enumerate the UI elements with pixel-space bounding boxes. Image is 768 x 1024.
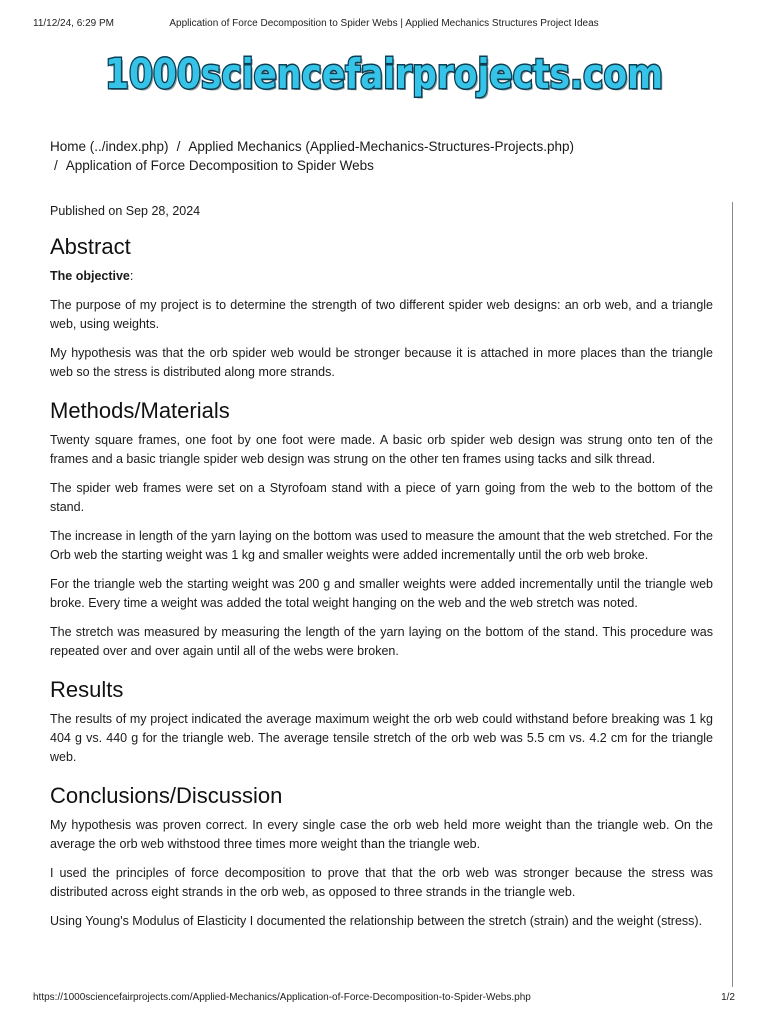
methods-heading: Methods/Materials (50, 398, 230, 423)
print-url: https://1000sciencefairprojects.com/Applied-Mechanics/Application-of-Force-Decomposition-to-Spider-Webs.php (33, 992, 531, 1003)
content-divider (732, 202, 733, 987)
breadcrumb-home-link[interactable]: Home (../index.php) (50, 139, 169, 154)
published-date: Published on Sep 28, 2024 (50, 204, 201, 218)
conclusions-paragraph: My hypothesis was proven correct. In every single case the orb web held more weight than the triangle web. On the average the orb web withstood three times more weight than the triangle web. (50, 818, 713, 851)
print-footer (33, 992, 735, 1006)
breadcrumb-current: Application of Force Decomposition to Spider Webs (65, 158, 374, 173)
print-page-title: Application of Force Decomposition to Spider Webs | Applied Mechanics Structures Project Ideas (169, 18, 599, 29)
results-section (50, 676, 713, 767)
methods-paragraph: The spider web frames were set on a Styrofoam stand with a piece of yarn going from the web to the bottom of the stand. (50, 481, 713, 514)
breadcrumb (50, 137, 610, 175)
print-timestamp: 11/12/24, 6:29 PM (33, 18, 114, 29)
page-number: 1/2 (721, 992, 735, 1003)
objective-suffix: : (129, 269, 134, 283)
abstract-paragraph: The purpose of my project is to determine the strength of two different spider web designs: an orb web, and a triangle web, using weights. (50, 298, 713, 331)
methods-paragraph: For the triangle web the starting weight was 200 g and smaller weights were added incrementally until the triangle web broke. Every time a weight was added the total weight hanging on the web and the web stretch was noted. (50, 577, 713, 610)
svg-text:1000sciencefairprojects.com: 1000sciencefairprojects.com (105, 50, 663, 98)
site-logo-graphic (94, 42, 674, 108)
conclusions-section (50, 782, 713, 931)
methods-section (50, 397, 713, 661)
svg-text:1000sciencefairprojects.com: 1000sciencefairprojects.com (107, 52, 665, 100)
results-heading: Results (50, 677, 124, 702)
objective-line (50, 267, 713, 286)
print-header (33, 18, 735, 32)
breadcrumb-separator: / (176, 139, 181, 154)
breadcrumb-category-link[interactable]: Applied Mechanics (Applied-Mechanics-Structures-Projects.php) (188, 139, 574, 154)
conclusions-heading: Conclusions/Discussion (50, 783, 283, 808)
breadcrumb-separator: / (54, 158, 58, 173)
objective-label: The objective (50, 269, 130, 283)
site-logo[interactable] (0, 42, 768, 108)
methods-paragraph: The stretch was measured by measuring the length of the yarn laying on the bottom of the stand. This procedure was repeated over and over again until all of the webs were broken. (50, 625, 713, 658)
article-content (50, 202, 713, 941)
methods-paragraph: The increase in length of the yarn laying on the bottom was used to measure the amount that the web stretched. For the Orb web the starting weight was 1 kg and smaller weights were added incrementally until the orb web broke. (50, 529, 713, 562)
conclusions-paragraph: I used the principles of force decomposition to prove that that the orb web was stronger because the stress was distributed across eight strands in the orb web, as opposed to three strands in the triangle web. (50, 866, 713, 899)
conclusions-paragraph: Using Young's Modulus of Elasticity I documented the relationship between the stretch (strain) and the weight (stress). (50, 914, 703, 928)
abstract-paragraph: My hypothesis was that the orb spider web would be stronger because it is attached in more places than the triangle web so the stress is distributed along more strands. (50, 346, 713, 379)
abstract-heading: Abstract (50, 234, 131, 259)
abstract-section (50, 233, 713, 382)
results-paragraph: The results of my project indicated the average maximum weight the orb web could withstand before breaking was 1 kg 404 g vs. 440 g for the triangle web. The average tensile stretch of the orb web was 5.5 cm vs. 4.2 cm for the triangle web. (50, 712, 713, 764)
methods-paragraph: Twenty square frames, one foot by one foot were made. A basic orb spider web design was strung onto ten of the frames and a basic triangle spider web design was strung on the other ten frames using tacks and silk thread. (50, 433, 713, 466)
